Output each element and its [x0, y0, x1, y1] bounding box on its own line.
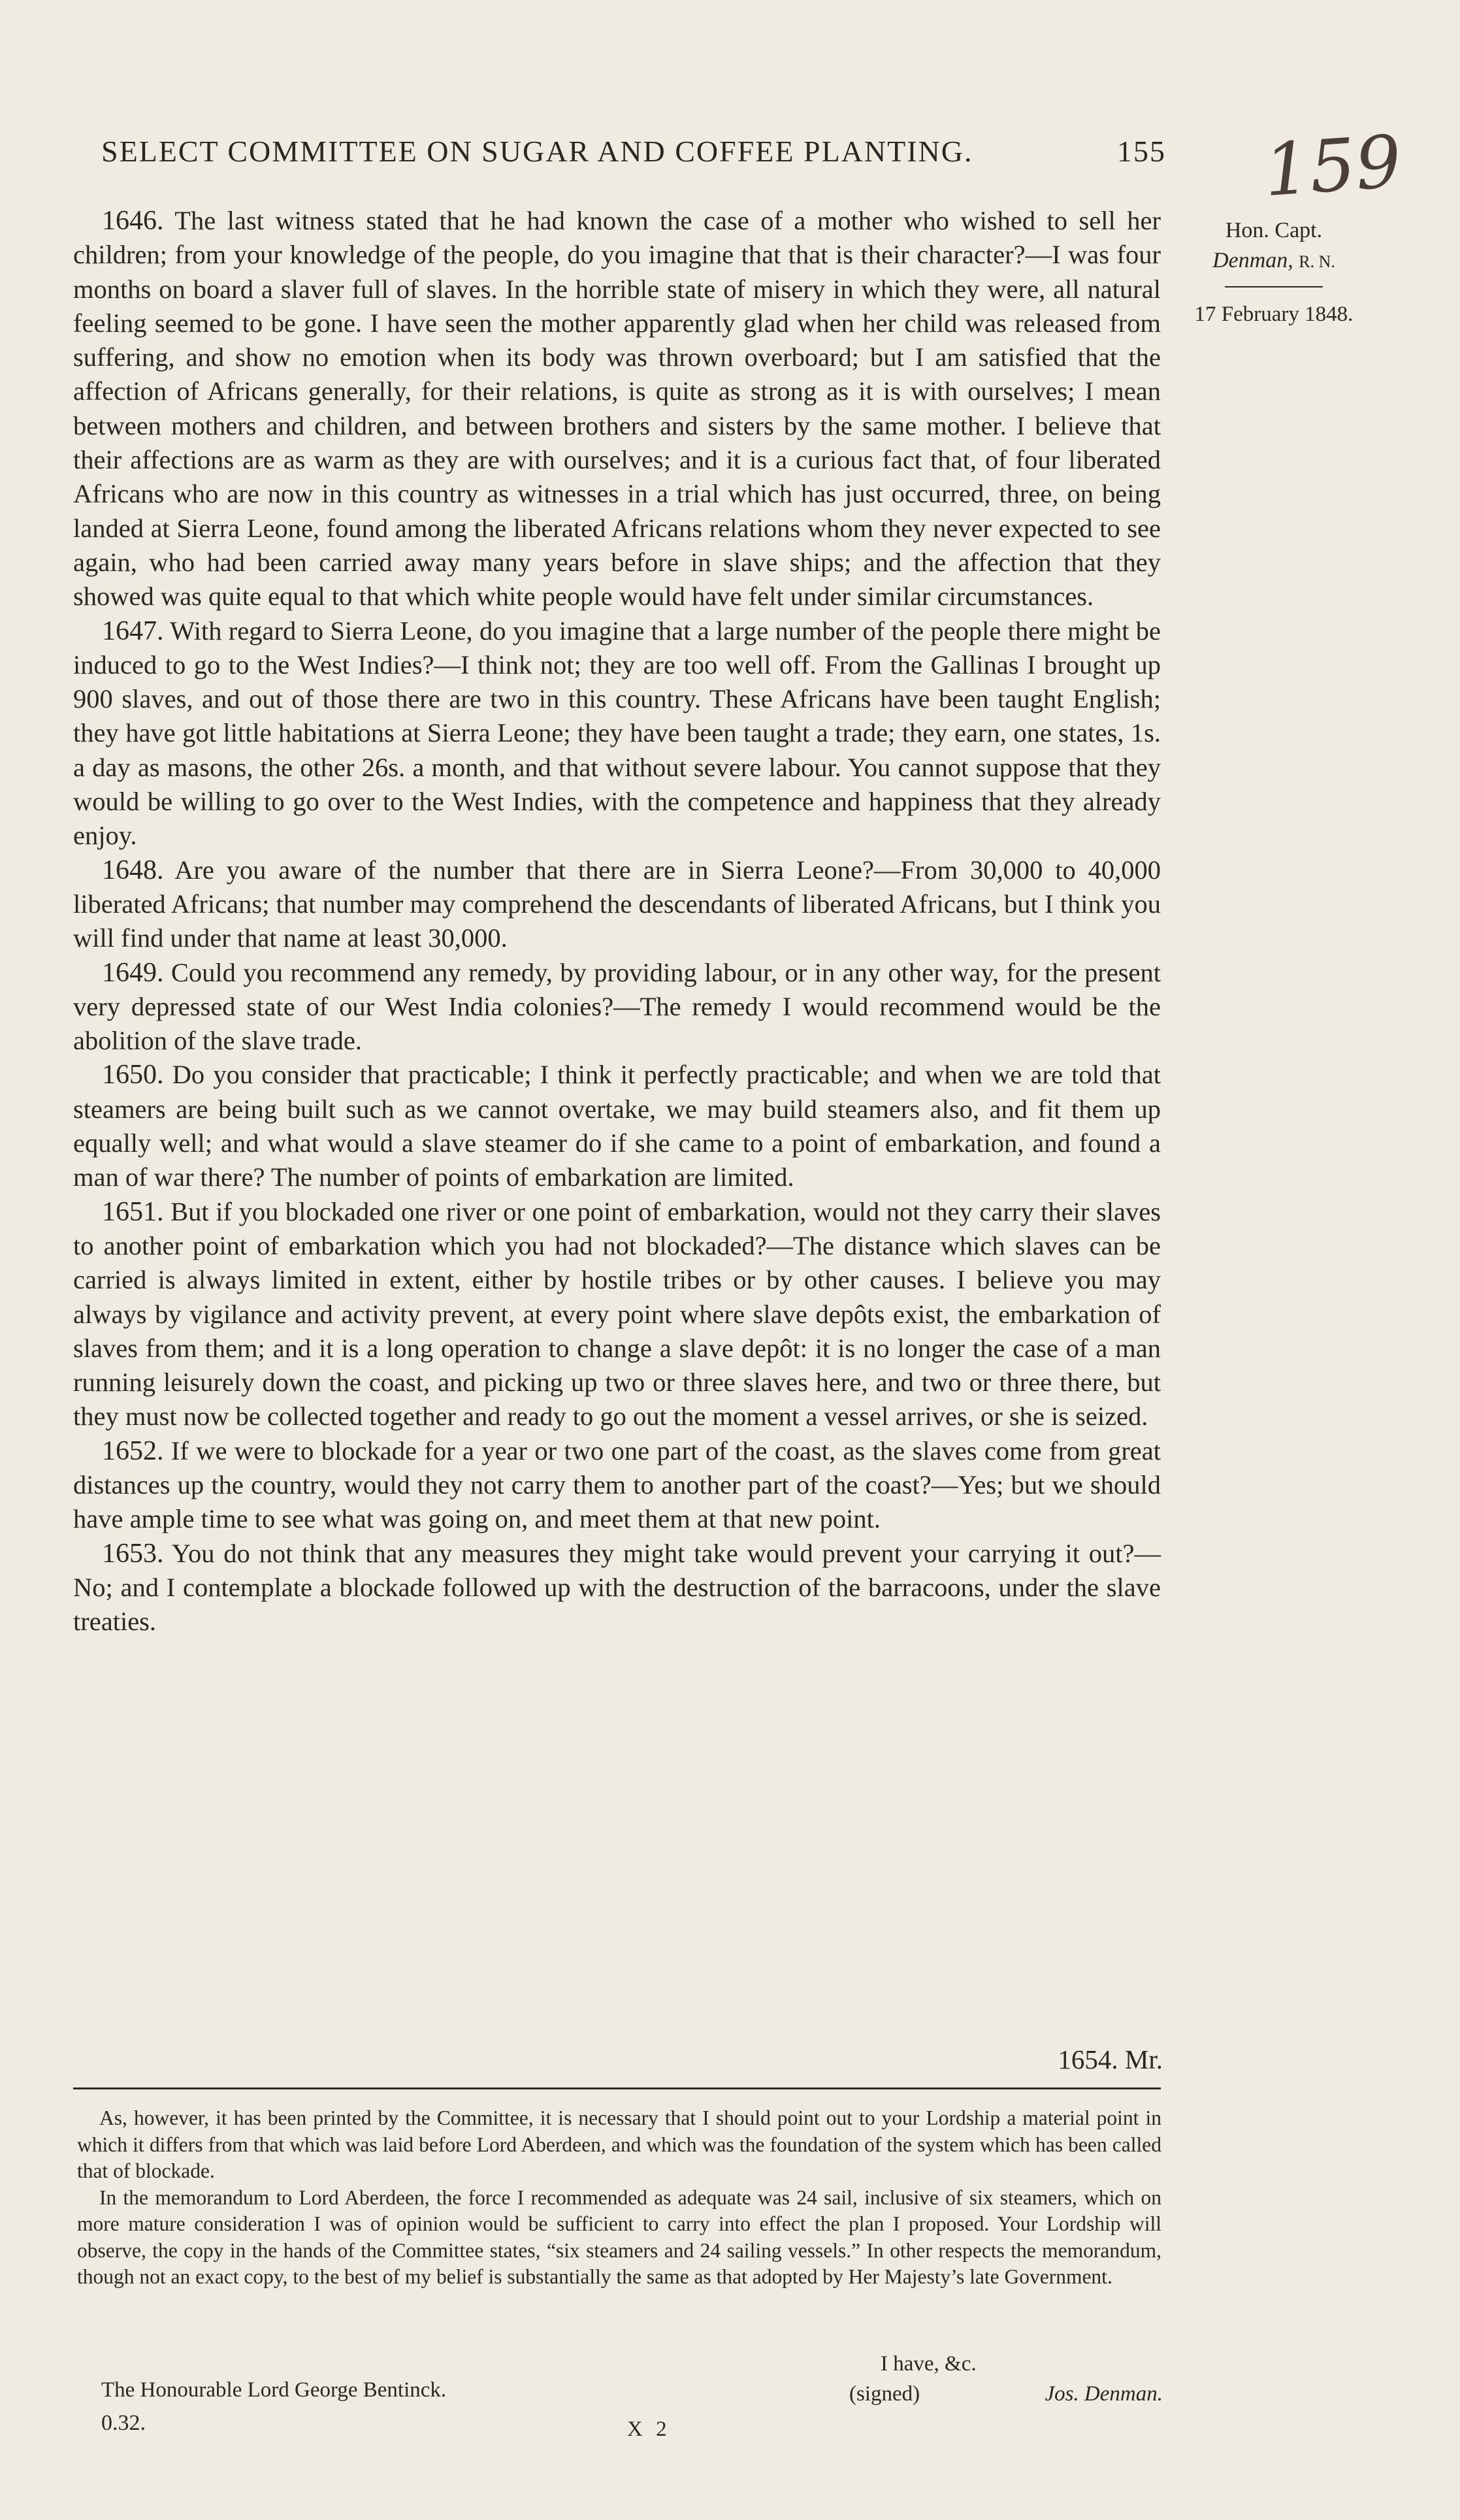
- question-paragraph: [73, 204, 1161, 614]
- question-number: 1646.: [102, 206, 164, 236]
- footnote-paragraph: In the memorandum to Lord Aberdeen, the force I recommended as adequate was 24 sail, inclusive of six steamers, which on more mature consideration I was of opinion would be sufficient to carry into effect the plan I proposed. Your Lordship will observe, the copy in the hands of the Committee states, “six steamers and 24 sailing vessels.” In other respects the memorandum, though not an exact copy, to the best of my belief is substantially the same as that adopted by Her Majesty’s late Government.: [77, 2185, 1161, 2288]
- question-paragraph: [73, 1537, 1161, 1639]
- testimony-date: 17 February 1848.: [1194, 303, 1354, 326]
- signature-line: [849, 2379, 1163, 2409]
- question-number: 1648.: [102, 855, 164, 885]
- question-number: 1653.: [102, 1538, 164, 1569]
- closing-greeting: I have, &c.: [881, 2352, 977, 2376]
- footnote-letter: [77, 2105, 1161, 2291]
- addressee: The Honourable Lord George Bentinck.: [101, 2378, 447, 2402]
- footnote-paragraph: As, however, it has been printed by the Committee, it is necessary that I should point out to your Lordship a material point in which it differs from that which was laid before Lord Aberdeen, and which was the foundation of the system which has been called that of blockade.: [77, 2106, 1161, 2182]
- paragraph-text: Could you recommend any remedy, by providing labour, or in any other way, for the present very depressed state of our West India colonies?—The remedy I would recommend would be the abolition of the slave trade.: [73, 957, 1161, 1056]
- paragraph-text: But if you blockaded one river or one point of embarkation, would not they carry their slaves to another point of embarkation which you had not blockaded?—The distance which slaves can be carried is always limited in extent, either by hostile tribes or by other causes. I believe you may always by vigilance and activity prevent, at every point where slave depôts exist, the embarkation of slaves from them; and it is a long operation to change a slave depôt: it is no longer the case of a man running leisurely down the coast, and picking up two or three slaves here, and two or three there, but they must now be collected together and ready to go out the moment a vessel arrives, or she is seized.: [73, 1196, 1161, 1432]
- letter-closing: [849, 2349, 1163, 2409]
- witness-suffix: R. N.: [1299, 252, 1335, 271]
- question-paragraph: [73, 614, 1161, 853]
- printer-signature-mark: X 2: [627, 2417, 671, 2441]
- question-paragraph: [73, 1058, 1161, 1194]
- paragraph-text: The last witness stated that he had known the case of a mother who wished to sell her children; from your knowledge of the people, do you imagine that that is their character?—I was four months on board a slaver full of slaves. In the horrible state of misery in which they were, all natural feeling seemed to be gone. I have seen the mother apparently glad when her child was released from suffering, and show no emotion when its body was thrown overboard; but I am satisfied that the affection of Africans generally, for their relations, is quite as strong as it is with ourselves; I mean between mothers and children, and between brothers and sisters by the same mother. I believe that their affections are as warm as they are with ourselves; and it is a curious fact that, of four liberated Africans who are now in this country as witnesses in a trial which has just occurred, three, on being landed at Sierra Leone, found among the liberated Africans relations whom they never expected to see again, who had been carried away many years before in slave ships; and the affection that they showed was quite equal to that which white people would have felt under similar circumstances.: [73, 206, 1161, 612]
- handwritten-folio-number: 159: [1261, 119, 1404, 213]
- paragraph-text: Are you aware of the number that there are in Sierra Leone?—From 30,000 to 40,000 liberated Africans; that number may comprehend the descendants of liberated Africans, but I think you will find under that name at least 30,000.: [73, 855, 1161, 953]
- page-number: 155: [1117, 135, 1166, 168]
- question-paragraph: [73, 1434, 1161, 1537]
- signed-label: (signed): [849, 2382, 920, 2406]
- question-number: 1651.: [102, 1196, 164, 1227]
- question-number: 1649.: [102, 957, 164, 988]
- question-number: 1650.: [102, 1060, 164, 1090]
- testimony-body: [73, 204, 1161, 1639]
- paragraph-text: You do not think that any measures they might take would prevent your carrying it out?—No; and I contemplate a blockade followed up with the destruction of the barracoons, under the slave treaties.: [73, 1538, 1161, 1637]
- header-title: SELECT COMMITTEE ON SUGAR AND COFFEE PLANTING.: [101, 135, 973, 168]
- shelf-mark: 0.32.: [101, 2411, 146, 2435]
- question-number: 1647.: [102, 615, 164, 646]
- margin-rule: [1225, 286, 1323, 287]
- catchword: 1654. Mr.: [1058, 2044, 1163, 2074]
- signer-name: Jos. Denman.: [1045, 2382, 1163, 2406]
- paragraph-text: Do you consider that practicable; I think it perfectly practicable; and when we are told that steamers are being built such as we cannot overtake, we may build steamers also, and fit them up equally well; and what would a slave steamer do if she came to a point of embarkation, and found a man of war there? The number of points of embarkation are limited.: [73, 1060, 1161, 1192]
- paragraph-text: With regard to Sierra Leone, do you imagine that a large number of the people there might be induced to go to the West Indies?—I think not; they are too well off. From the Gallinas I brought up 900 slaves, and out of those there are two in this country. These Africans have been taught English; they have got little habitations at Sierra Leone; they have been taught a trade; they earn, one states, 1s. a day as masons, the other 26s. a month, and that without severe labour. You cannot suppose that they would be willing to go over to the West Indies, with the competence and happiness that they already enjoy.: [73, 615, 1161, 851]
- question-number: 1652.: [102, 1435, 164, 1466]
- paragraph-text: If we were to blockade for a year or two one part of the coast, as the slaves come from great distances up the country, would they not carry them to another part of the coast?—Yes; but we should have ample time to see what was going on, and meet them at that new point.: [73, 1435, 1161, 1534]
- witness-title: Hon. Capt.: [1225, 218, 1323, 242]
- question-paragraph: [73, 956, 1161, 1058]
- witness-name: Denman,: [1212, 248, 1293, 272]
- running-header: [101, 134, 1166, 169]
- question-paragraph: [73, 1195, 1161, 1434]
- question-paragraph: [73, 853, 1161, 956]
- margin-note: [1176, 216, 1372, 329]
- footnote-rule: [73, 2087, 1161, 2089]
